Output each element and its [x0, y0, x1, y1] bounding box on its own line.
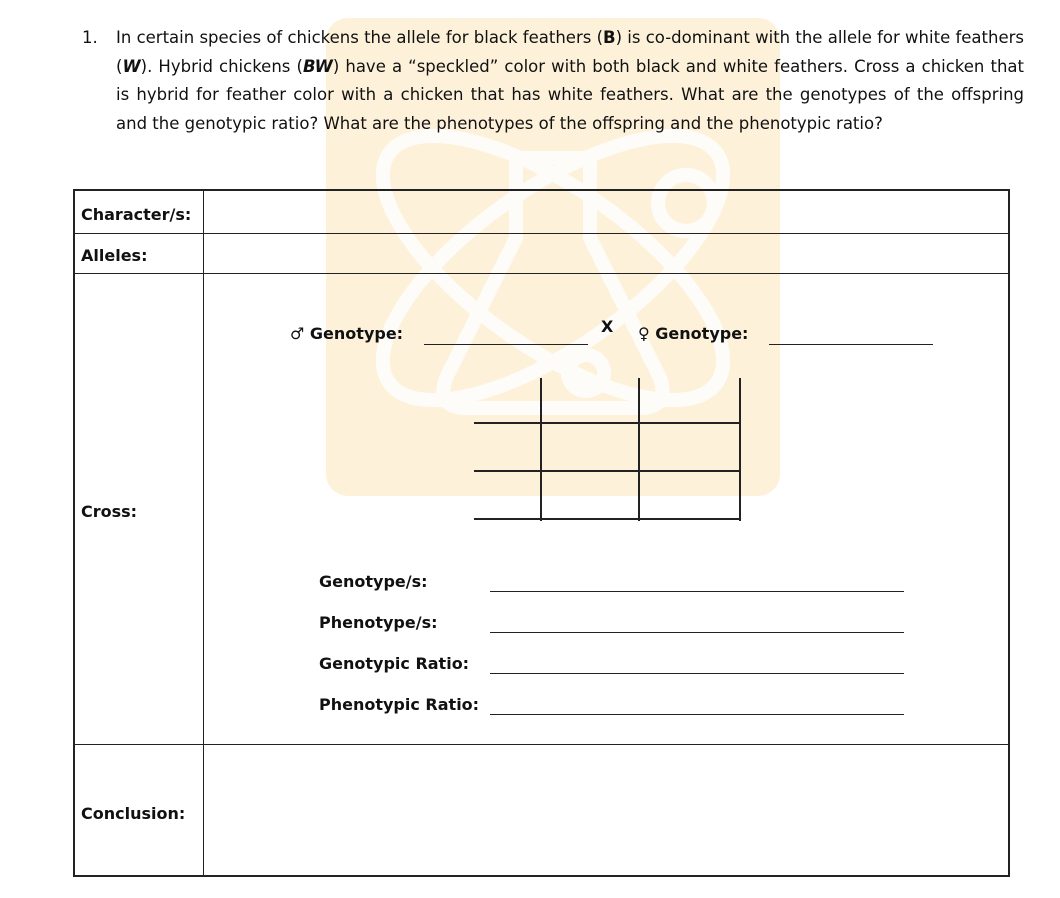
genotypic-ratio-blank[interactable]: [490, 673, 904, 674]
question-text-run: ) is co-dominant with the allele for white feathers (: [116, 28, 1024, 76]
male-symbol-icon: ♂: [290, 324, 305, 343]
cross-times-symbol: X: [601, 317, 614, 336]
question-text: [116, 24, 1024, 138]
cross-label: Cross:: [81, 502, 138, 521]
row-divider: [75, 744, 1008, 745]
alleles-answer-cell[interactable]: [205, 235, 1008, 273]
phenotypic-ratio-blank[interactable]: [490, 714, 904, 715]
male-genotype-label: ♂ Genotype:: [290, 324, 404, 343]
allele-symbol: W: [122, 56, 141, 76]
row-divider: [75, 233, 1008, 234]
phenotypic-ratio-label: Phenotypic Ratio:: [319, 695, 480, 714]
character-label: Character/s:: [81, 205, 192, 224]
column-divider: [203, 191, 204, 875]
female-symbol-icon: ♀: [638, 324, 650, 343]
question-number: 1.: [82, 28, 98, 47]
alleles-label: Alleles:: [81, 246, 148, 265]
question-text-run: ) have a “speckled” color with both black and white feathers. Cross a chicken that is hybrid for feather color with a chicken that has white feathers. What are the genotypes of the offspring and the genotypic ratio? What are the phenotypes of the offspring and the phenotypic ratio?: [116, 56, 1024, 133]
genotypes-blank[interactable]: [490, 591, 904, 592]
question-text-run: ). Hybrid chickens (: [140, 56, 303, 76]
conclusion-label: Conclusion:: [81, 804, 186, 823]
female-genotype-blank[interactable]: [769, 344, 933, 345]
genotypic-ratio-label: Genotypic Ratio:: [319, 654, 470, 673]
question-text-run: In certain species of chickens the allele for black feathers (: [116, 28, 604, 47]
genotypes-label: Genotype/s:: [319, 572, 428, 591]
character-answer-cell[interactable]: [205, 191, 1008, 233]
allele-symbol: B: [603, 28, 616, 47]
phenotypes-label: Phenotype/s:: [319, 613, 438, 632]
worksheet-table: [73, 189, 1010, 877]
phenotypes-blank[interactable]: [490, 632, 904, 633]
female-genotype-label: ♀ Genotype:: [638, 324, 749, 343]
allele-symbol: BW: [302, 56, 333, 76]
row-divider: [75, 273, 1008, 274]
conclusion-answer-cell[interactable]: [205, 746, 1008, 875]
male-genotype-blank[interactable]: [424, 344, 588, 345]
